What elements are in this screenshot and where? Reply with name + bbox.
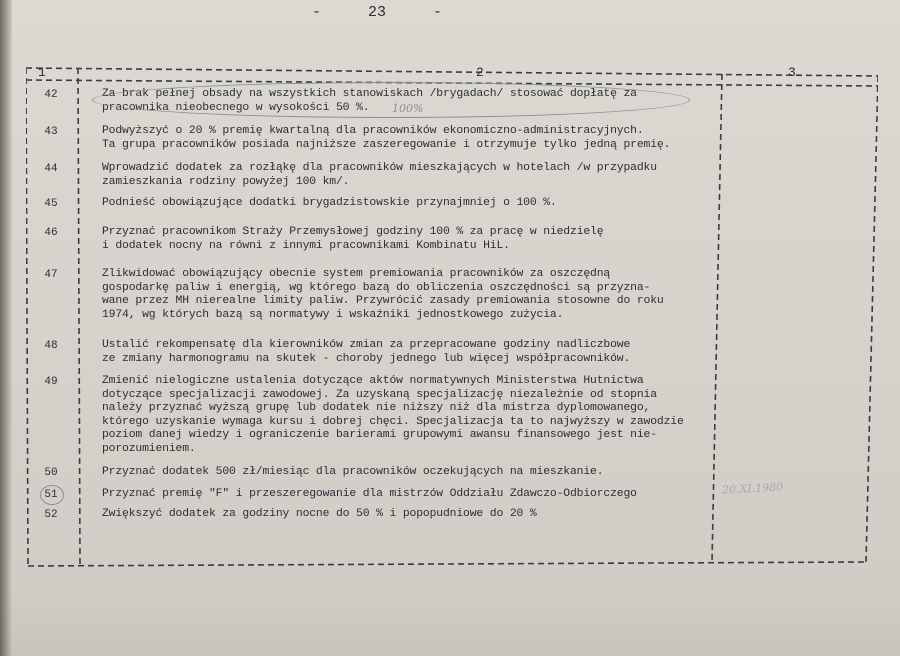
page-number-dash-left: - [312, 4, 322, 21]
row-number: 44 [44, 163, 58, 175]
row-text: Ustalić rekompensatę dla kierowników zmian za przepracowane godziny nadliczbowe ze zmiany harmonogramu na skutek - choroby jednego lub więcej współpracowników. [102, 339, 631, 365]
row-text: Przyznać pracownikom Straży Przemysłowej godziny 100 % za pracę w niedzielę i dodatek nocny na równi z innymi pracownikami Kombinatu HiL. [102, 226, 604, 252]
table-row [34, 375, 734, 456]
pencil-margin-note: 20.XI.1980 [721, 480, 784, 497]
table-left-border [26, 68, 28, 566]
table-top-border [26, 68, 878, 76]
row-number: 48 [44, 340, 58, 352]
page-number-header [312, 4, 442, 21]
row-number: 50 [44, 467, 58, 479]
row-text: Wprowadzić dodatek za rozłąkę dla pracowników mieszkających w hotelach /w przypadku zamieszkania rodziny powyżej 100 km/. [102, 162, 657, 188]
page-number: 23 [367, 4, 386, 21]
row-text: Zwiększyć dodatek za godziny nocne do 50 % i popopudniowe do 20 % [102, 508, 537, 520]
binding-edge [0, 0, 12, 656]
table-row [34, 508, 734, 522]
table-row [34, 339, 734, 366]
table-bottom-border [28, 562, 866, 566]
row-number: 46 [44, 227, 58, 239]
pencil-circle-row-51 [40, 485, 64, 505]
column-header-1: 1 [38, 65, 46, 80]
table-row [34, 466, 734, 480]
row-text: Przyznać dodatek 500 zł/miesiąc dla pracowników oczekujących na mieszkanie. [102, 466, 604, 478]
column-header-3: 3 [788, 65, 796, 80]
table-row [34, 197, 734, 211]
page-bottom-shadow [0, 590, 900, 656]
row-number: 47 [44, 269, 58, 281]
row-number: 51 [44, 489, 58, 501]
row-number: 49 [44, 376, 58, 388]
table-row [34, 488, 734, 502]
row-number: 42 [44, 89, 58, 101]
table-row [34, 162, 734, 189]
row-text: Podnieść obowiązujące dodatki brygadzistowskie przynajmniej o 100 %. [102, 197, 557, 209]
row-number: 52 [44, 509, 58, 521]
handwritten-annotation: 100% [392, 102, 424, 115]
column-header-2: 2 [476, 65, 484, 80]
row-text: Za brak pełnej obsady na wszystkich stanowiskach /brygadach/ stosować dopłatę za pracownika nieobecnego w wysokości 50 %. [102, 88, 637, 114]
row-text: Zmienić nielogiczne ustalenia dotyczące aktów normatywnych Ministerstwa Hutnictwa dotyczące specjalizacji zawodowej. Za uzyskaną specjalizację niezależnie od stopnia należy przyznać wyższą grupę lub dodatek nie niższy niż dla mistrza dyplomowanego, którego uzyskanie wymaga kursu i dobrej chęci. Specjalizacja ta to najwyższy w zawodzie poziom danej wiedzy i ograniczenie barierami grupowymi awansu finansowego jest nie- porozumieniem. [102, 375, 684, 455]
pencil-circle-row-42 [92, 82, 690, 118]
row-text: Podwyższyć o 20 % premię kwartalną dla pracowników ekonomiczno-administracyjnych. Ta grupa pracowników posiada najniższe zaszeregowanie i otrzymuje tylko jedną premię. [102, 125, 671, 151]
table-row [34, 268, 734, 322]
row-text: Zlikwidować obowiązujący obecnie system premiowania pracowników za oszczędną gospodarkę paliw i energią, wg którego bazą do obliczenia oszczędności są przyzna- wane przez MH nierealne limity paliw. Przywrócić zasady premiowania stosowne do roku 1974, wg których bazą są normatywy i wskaźniki jednostkowego zużycia. [102, 268, 664, 321]
page-number-dash-right: - [432, 4, 442, 21]
row-number: 43 [44, 126, 58, 138]
row-text: Przyznać premię "F" i przeszeregowanie dla mistrzów Oddziału Zdawczo-Odbiorczego [102, 488, 637, 500]
row-number: 45 [44, 198, 58, 210]
table-row [34, 125, 734, 152]
table-row [34, 226, 734, 253]
table-right-border [866, 76, 878, 562]
